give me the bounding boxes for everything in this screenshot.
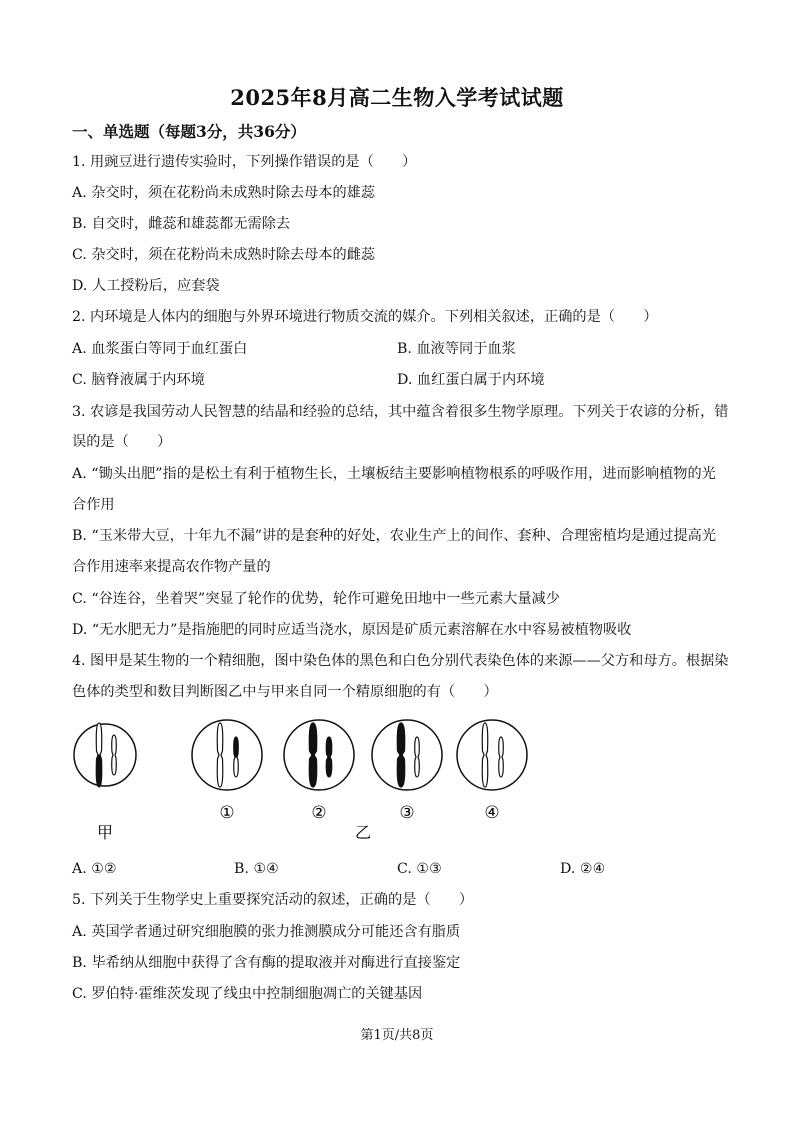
q5-option-a: A. 英国学者通过研究细胞膜的张力推测膜成分可能还含有脂质 (72, 924, 461, 940)
q4-stem-line2: 色体的类型和数目判断图乙中与甲来自同一个精原细胞的有（ ） (72, 684, 498, 700)
cell-2 (284, 720, 354, 790)
q4-option-b: B. ①④ (234, 861, 279, 877)
q3-stem-line1: 3. 农谚是我国劳动人民智慧的结晶和经验的总结，其中蕴含着很多生物学原理。下列关于农谚的分析，错 (72, 404, 729, 420)
chromosome-figure (70, 715, 550, 845)
q3-stem-line2: 误的是（ ） (72, 434, 172, 450)
q3-option-d: D. “无水肥无力”是指施肥的同时应适当浇水，原因是矿质元素溶解在水中容易被植物吸收 (72, 622, 632, 638)
q1-option-b: B. 自交时，雌蕊和雄蕊都无需除去 (72, 216, 291, 232)
page-footer: 第1页/共8页 (360, 1028, 434, 1043)
q5-option-c: C. 罗伯特·霍维茨发现了线虫中控制细胞凋亡的关键基因 (72, 986, 423, 1002)
fig-label-4: ④ (484, 803, 500, 823)
q5-option-b: B. 毕希纳从细胞中获得了含有酶的提取液并对酶进行直接鉴定 (72, 955, 461, 971)
q1-stem: 1. 用豌豆进行遗传实验时，下列操作错误的是（ ） (72, 154, 417, 170)
q3-option-b-line2: 合作用速率来提高农作物产量的 (72, 559, 271, 575)
q2-option-b: B. 血液等同于血浆 (397, 341, 516, 357)
cell-3 (372, 720, 442, 790)
cell-1 (192, 720, 262, 790)
cell-jia (74, 723, 136, 787)
q4-stem-line1: 4. 图甲是某生物的一个精细胞，图中染色体的黑色和白色分别代表染色体的来源——父方和母方。根据染 (72, 653, 729, 669)
q5-stem: 5. 下列关于生物学史上重要探究活动的叙述，正确的是（ ） (72, 892, 474, 908)
fig-label-jia: 甲 (96, 823, 114, 842)
q2-option-a: A. 血浆蛋白等同于血红蛋白 (72, 341, 248, 357)
q3-option-c: C. “谷连谷，坐着哭”突显了轮作的优势，轮作可避免田地中一些元素大量减少 (72, 591, 560, 607)
fig-label-3: ③ (399, 803, 415, 823)
q4-option-a: A. ①② (72, 861, 117, 877)
page-title: 2025年8月高二生物入学考试试题 (230, 85, 564, 110)
q4-option-c: C. ①③ (397, 861, 442, 877)
q2-option-c: C. 脑脊液属于内环境 (72, 372, 205, 388)
q1-option-c: C. 杂交时，须在花粉尚未成熟时除去母本的雌蕊 (72, 247, 376, 263)
q3-option-b-line1: B. “玉米带大豆，十年九不漏”讲的是套种的好处，农业生产上的间作、套种、合理密植均是通过提高光 (72, 528, 717, 544)
section-heading: 一、单选题（每题3分，共36分） (72, 122, 306, 141)
q1-option-d: D. 人工授粉后，应套袋 (72, 278, 220, 294)
fig-label-1: ① (219, 803, 235, 823)
q3-option-a-line1: A. “锄头出肥”指的是松土有利于植物生长，土壤板结主要影响植物根系的呼吸作用，进而影响植物的光 (72, 466, 716, 482)
fig-label-yi: 乙 (354, 823, 372, 842)
q4-option-d: D. ②④ (560, 861, 606, 877)
q2-stem: 2. 内环境是人体内的细胞与外界环境进行物质交流的媒介。下列相关叙述，正确的是（ ） (72, 309, 658, 325)
cell-4 (457, 720, 527, 790)
fig-label-2: ② (311, 803, 327, 823)
q2-option-d: D. 血红蛋白属于内环境 (397, 372, 545, 388)
q3-option-a-line2: 合作用 (72, 497, 115, 513)
q1-option-a: A. 杂交时，须在花粉尚未成熟时除去母本的雄蕊 (72, 185, 376, 201)
